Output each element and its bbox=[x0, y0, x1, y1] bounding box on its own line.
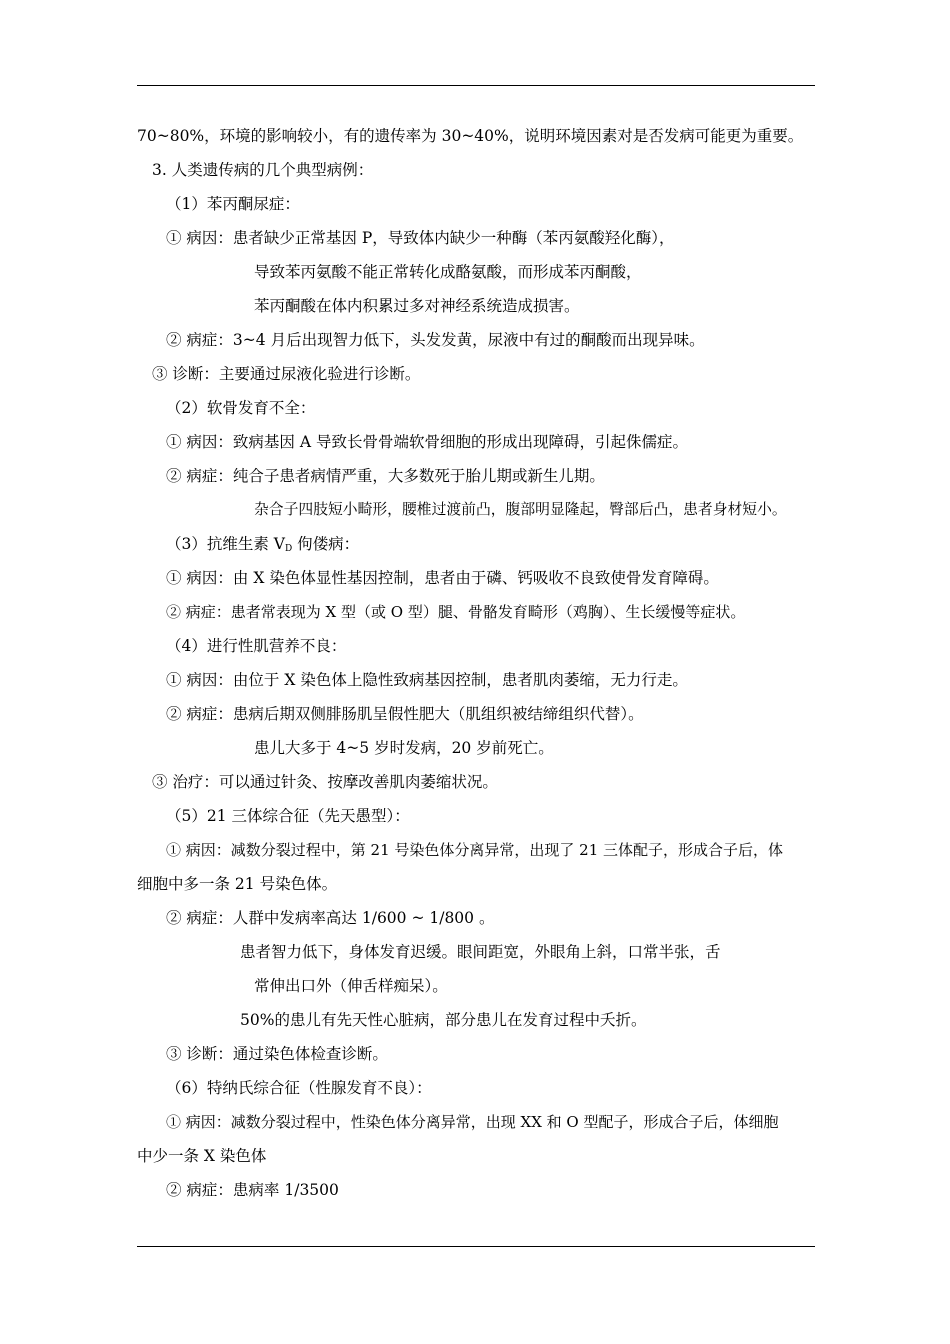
text-line: 70~80%，环境的影响较小，有的遗传率为 30~40%，说明环境因素对是否发病可能更为重要。 bbox=[137, 127, 804, 145]
text-line: ③ 诊断：通过染色体检查诊断。 bbox=[166, 1045, 388, 1063]
text-line: ① 病因：由 X 染色体显性基因控制，患者由于磷、钙吸收不良致使骨发育障碍。 bbox=[166, 569, 719, 587]
text-line: 患儿大多于 4~5 岁时发病，20 岁前死亡。 bbox=[254, 739, 554, 757]
text-line: ② 病症：患病后期双侧腓肠肌呈假性肥大（肌组织被结缔组织代替）。 bbox=[166, 705, 644, 723]
text-line: ② 病症：人群中发病率高达 1/600 ~ 1/800 。 bbox=[166, 909, 495, 927]
text-line: ① 病因：由位于 X 染色体上隐性致病基因控制，患者肌肉萎缩，无力行走。 bbox=[166, 671, 688, 689]
subsection-heading: （4）进行性肌营养不良： bbox=[166, 637, 347, 655]
text-line: 50%的患儿有先天性心脏病，部分患儿在发育过程中夭折。 bbox=[240, 1011, 647, 1029]
text-line: 细胞中多一条 21 号染色体。 bbox=[137, 875, 338, 893]
subscript-text: D bbox=[284, 544, 293, 554]
heading-text: （3）抗维生素 V bbox=[166, 535, 285, 553]
heading-text: 佝偻病： bbox=[292, 535, 360, 553]
text-line: 苯丙酮酸在体内积累过多对神经系统造成损害。 bbox=[254, 297, 580, 315]
text-line: ① 病因：致病基因 A 导致长骨骨端软骨细胞的形成出现障碍，引起侏儒症。 bbox=[166, 433, 688, 451]
subsection-heading: （2）软骨发育不全： bbox=[166, 399, 316, 417]
text-line: 中少一条 X 染色体 bbox=[137, 1147, 267, 1165]
text-line: 导致苯丙氨酸不能正常转化成酪氨酸，而形成苯丙酮酸， bbox=[254, 263, 642, 281]
text-line: ③ 诊断：主要通过尿液化验进行诊断。 bbox=[152, 365, 421, 383]
text-line: 常伸出口外（伸舌样痴呆）。 bbox=[254, 977, 448, 995]
text-line: ② 病症：患者常表现为 X 型（或 O 型）腿、骨骼发育畸形（鸡胸）、生长缓慢等症状。 bbox=[166, 603, 746, 621]
text-line: ① 病因：减数分裂过程中，第 21 号染色体分离异常，出现了 21 三体配子，形成合子后，体 bbox=[166, 841, 784, 859]
text-line: ② 病症：3~4 月后出现智力低下，头发发黄，尿液中有过的酮酸而出现异味。 bbox=[166, 331, 705, 349]
footer-rule bbox=[137, 1246, 815, 1247]
text-line: ① 病因：患者缺少正常基因 P，导致体内缺少一种酶（苯丙氨酸羟化酶）， bbox=[166, 229, 675, 247]
text-line: 杂合子四肢短小畸形，腰椎过渡前凸，腹部明显隆起，臀部后凸，患者身材短小。 bbox=[254, 501, 787, 518]
subsection-heading: （5）21 三体综合征（先天愚型）： bbox=[166, 807, 410, 825]
subsection-heading: （6）特纳氏综合征（性腺发育不良）： bbox=[166, 1079, 432, 1097]
header-rule bbox=[137, 85, 815, 86]
section-heading: 3. 人类遗传病的几个典型病例： bbox=[152, 161, 374, 179]
text-line: ② 病症：患病率 1/3500 bbox=[166, 1181, 339, 1199]
subsection-heading bbox=[166, 534, 359, 554]
text-line: ① 病因：减数分裂过程中，性染色体分离异常，出现 XX 和 O 型配子，形成合子后，体细胞 bbox=[166, 1113, 779, 1131]
text-line: ③ 治疗：可以通过针灸、按摩改善肌肉萎缩状况。 bbox=[152, 773, 498, 791]
text-line: ② 病症：纯合子患者病情严重，大多数死于胎儿期或新生儿期。 bbox=[166, 467, 605, 485]
subsection-heading: （1）苯丙酮尿症： bbox=[166, 195, 300, 213]
text-line: 患者智力低下，身体发育迟缓。眼间距宽，外眼角上斜，口常半张，舌 bbox=[240, 943, 721, 961]
